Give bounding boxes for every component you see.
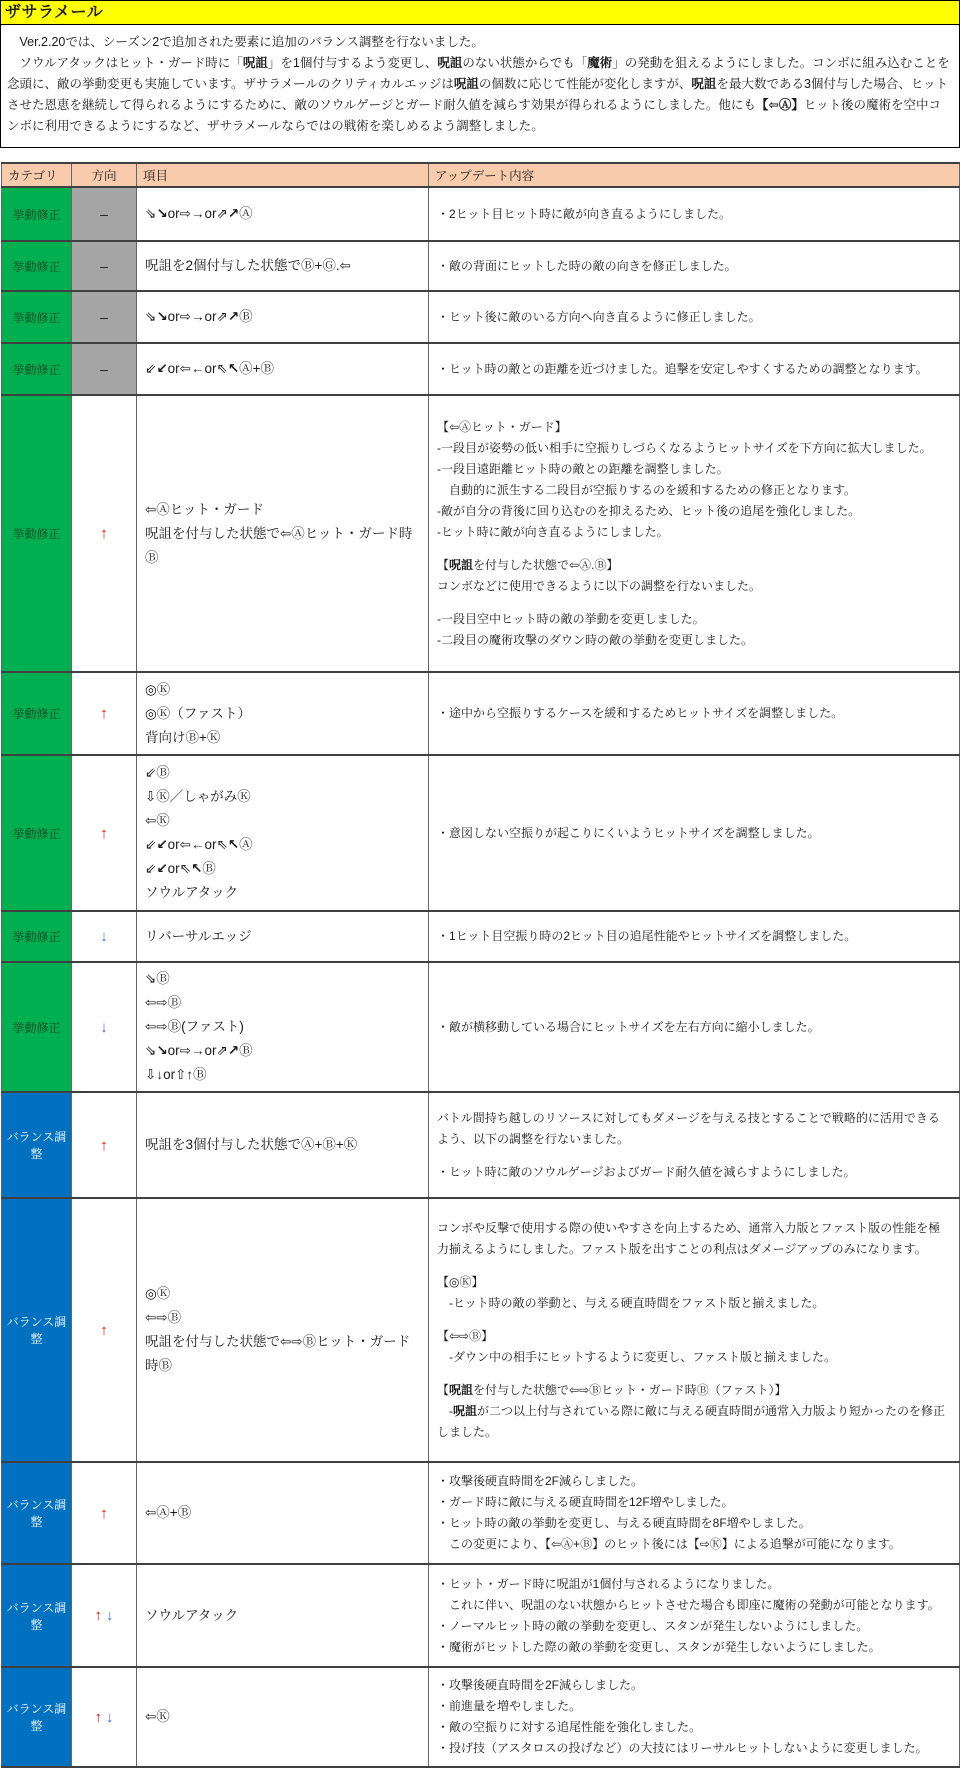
up-arrow-icon: ↑	[100, 1321, 108, 1339]
move-notation-line: ⇩↓or⇧↑Ⓑ	[145, 1067, 207, 1082]
update-content-line: -一段目が姿勢の低い相手に空振りしづらくなるようヒットサイズを下方向に拡大しました。	[437, 440, 932, 455]
update-content-cell	[429, 755, 960, 911]
direction-cell	[72, 343, 137, 395]
update-content-cell	[429, 1092, 960, 1198]
table-row	[2, 672, 960, 755]
update-content-line: 【◎Ⓚ】	[437, 1274, 484, 1289]
move-notation-line: 呪詛を付与した状態で⇦⇨Ⓑヒット・ガード時Ⓑ	[145, 1334, 411, 1373]
down-arrow-icon: ↓	[100, 928, 108, 945]
col-header-category: カテゴリ	[2, 163, 72, 187]
move-notation-line: ⇙↙or⇖↖Ⓑ	[145, 861, 216, 876]
update-content-line: ・ヒット時の敵との距離を近づけました。追撃を安定しやすくするための調整となります。	[437, 361, 928, 376]
item-cell	[137, 343, 429, 395]
spacer-line	[437, 1314, 951, 1326]
update-content-line: ・ヒット時に敵のソウルゲージおよびガード耐久値を減らすようにしました。	[437, 1164, 856, 1179]
up-arrow-icon: ↑	[94, 1708, 102, 1726]
down-arrow-icon: ↓	[106, 1708, 114, 1726]
move-notation-line: ⇘↘or⇨→or⇗↗Ⓑ	[145, 309, 253, 324]
update-content-line: ・投げ技（アスタロスの投げなど）の大技にはリーサルヒットしないように変更しました。	[437, 1741, 928, 1755]
update-content-line: コンボや反撃で使用する際の使いやすさを向上するため、通常入力版とファスト版の性能を極力揃えるようにしました。ファスト版を出すことの利点はダメージアップのみになります。	[437, 1220, 941, 1256]
move-notation-line: ⇦⇨Ⓑ	[145, 1310, 182, 1325]
update-content-cell	[429, 187, 960, 241]
direction-cell	[72, 1198, 137, 1462]
update-content-line: 【⇦⇨Ⓑ】	[437, 1328, 494, 1343]
move-notation-line: ◎Ⓚ	[145, 681, 171, 697]
move-notation-line: ⇘↘or⇨→or⇗↗Ⓑ	[145, 1043, 253, 1058]
category-cell: 挙動修正	[2, 395, 72, 672]
move-notation-line: ⇙Ⓑ	[145, 765, 170, 780]
direction-cell	[72, 1564, 137, 1667]
table-row	[2, 1564, 960, 1667]
update-content-line: -ヒット時に敵が向き直るようにしました。	[437, 524, 669, 539]
update-content-line: 【呪詛を付与した状態で⇦Ⓐ.Ⓑ】	[437, 557, 619, 572]
table-row	[2, 1462, 960, 1564]
update-content-cell	[429, 672, 960, 755]
spacer-line	[437, 1368, 951, 1380]
col-header-item: 項目	[137, 163, 429, 187]
category-cell: バランス調整	[2, 1092, 72, 1198]
direction-cell	[72, 187, 137, 241]
no-change-dash: –	[100, 206, 108, 222]
update-content-line: ・意図しない空振りが起こりにくいようヒットサイズを調整しました。	[437, 825, 820, 840]
move-notation-line: 呪詛を2個付与した状態でⒷ+Ⓖ.⇦	[145, 258, 351, 273]
update-content-line: ・攻撃後硬直時間を2F減らしました。	[437, 1678, 644, 1692]
item-cell	[137, 241, 429, 291]
update-content-line: コンボなどに使用できるように以下の調整を行ないました。	[437, 578, 762, 593]
item-cell	[137, 911, 429, 962]
category-cell: 挙動修正	[2, 911, 72, 962]
no-change-dash: –	[100, 258, 108, 274]
col-header-update: アップデート内容	[429, 163, 960, 187]
update-content-line: -一段目遠距離ヒット時の敵との距離を調整しました。	[437, 461, 729, 476]
update-content-line: 自動的に派生する二段目が空振りするのを緩和するための修正となります。	[437, 482, 857, 497]
update-content-cell	[429, 1564, 960, 1667]
item-cell	[137, 395, 429, 672]
update-content-cell	[429, 1198, 960, 1462]
category-cell: バランス調整	[2, 1198, 72, 1462]
update-content-line: -一段目空中ヒット時の敵の挙動を変更しました。	[437, 611, 705, 626]
update-content-cell	[429, 395, 960, 672]
intro-paragraph: Ver.2.20では、シーズン2で追加された要素に追加のバランス調整を行ないました。	[7, 35, 484, 49]
down-arrow-icon: ↓	[100, 1018, 108, 1036]
item-cell	[137, 1092, 429, 1198]
move-notation-line: 呪詛を付与した状態で⇦Ⓐヒット・ガード時Ⓑ	[145, 525, 413, 565]
update-content-line: -二段目の魔術攻撃のダウン時の敵の挙動を変更しました。	[437, 632, 753, 647]
move-notation-line: ソウルアタック	[145, 1607, 239, 1623]
move-notation-line: ⇦Ⓐ+Ⓑ	[145, 1505, 192, 1520]
update-content-line: ・ノーマルヒット時の敵の挙動を変更し、スタンが発生しないようにしました。	[437, 1618, 869, 1633]
update-content-line: -呪詛が二つ以上付与されている際に敵に与える硬直時間が通常入力版より短かったのを修正しました。	[437, 1403, 946, 1439]
update-content-line: 【⇦Ⓐヒット・ガード】	[437, 419, 567, 434]
up-arrow-icon: ↑	[100, 1504, 108, 1522]
update-content-cell	[429, 291, 960, 343]
table-row	[2, 1198, 960, 1462]
update-content-line: ・ヒット後に敵のいる方向へ向き直るように修正しました。	[437, 309, 761, 324]
direction-cell	[72, 395, 137, 672]
move-notation-line: ソウルアタック	[145, 885, 239, 900]
move-notation-line: 呪詛を3個付与した状態でⒶ+Ⓑ+Ⓚ	[145, 1137, 358, 1152]
direction-cell	[72, 1462, 137, 1564]
move-notation-line: ◎Ⓚ	[145, 1286, 171, 1301]
update-content-line: この変更により、【⇦Ⓐ+Ⓑ】のヒット後には【⇨Ⓚ】による追撃が可能になります。	[437, 1537, 901, 1551]
update-content-cell	[429, 1462, 960, 1564]
category-cell: 挙動修正	[2, 291, 72, 343]
no-change-dash: –	[100, 361, 108, 377]
update-content-line: 【呪詛を付与した状態で⇦⇨Ⓑヒット・ガード時Ⓑ（ファスト）】	[437, 1382, 787, 1397]
item-cell	[137, 1667, 429, 1767]
item-cell	[137, 291, 429, 343]
move-notation-line: ◎Ⓚ（ファスト）	[145, 705, 252, 721]
move-notation-line: ⇩Ⓚ／しゃがみⓀ	[145, 789, 251, 804]
update-content-line: ・1ヒット目空振り時の2ヒット目の追尾性能やヒットサイズを調整しました。	[437, 929, 857, 943]
update-table	[1, 162, 960, 1768]
update-content-line: ・ガード時に敵に与える硬直時間を12F増やしました。	[437, 1495, 734, 1509]
item-cell	[137, 672, 429, 755]
update-content-cell	[429, 911, 960, 962]
move-notation-line: ⇦⇨Ⓑ	[145, 995, 182, 1010]
table-row	[2, 241, 960, 291]
table-body	[2, 187, 960, 1767]
page-title: ザサラメール	[1, 1, 959, 25]
update-content-line: ・攻撃後硬直時間を2F減らしました。	[437, 1474, 644, 1488]
direction-cell	[72, 1092, 137, 1198]
table-row	[2, 962, 960, 1092]
item-cell	[137, 1198, 429, 1462]
table-row	[2, 395, 960, 672]
move-notation-line: ⇘↘or⇨→or⇗↗Ⓐ	[145, 206, 253, 221]
table-row	[2, 1092, 960, 1198]
no-change-dash: –	[100, 309, 108, 325]
move-notation-line: ⇦Ⓚ	[145, 1709, 170, 1724]
item-cell	[137, 187, 429, 241]
move-notation-line: ⇙↙or⇦←or⇖↖Ⓐ	[145, 837, 253, 852]
category-cell: バランス調整	[2, 1667, 72, 1767]
direction-cell	[72, 672, 137, 755]
direction-cell	[72, 1667, 137, 1767]
update-content-line: ・ヒット・ガード時に呪詛が1個付与されるようになりました。	[437, 1576, 780, 1591]
item-cell	[137, 1462, 429, 1564]
category-cell: 挙動修正	[2, 187, 72, 241]
table-row	[2, 343, 960, 395]
table-row	[2, 291, 960, 343]
move-notation-line: ⇙↙or⇦←or⇖↖Ⓐ+Ⓑ	[145, 361, 274, 376]
item-cell	[137, 755, 429, 911]
update-content-line: ・敵の空振りに対する追尾性能を強化しました。	[437, 1720, 702, 1734]
update-content-line: ・ヒット時の敵の挙動を変更し、与える硬直時間を8F増やしました。	[437, 1516, 811, 1530]
table-row	[2, 911, 960, 962]
spacer-line	[437, 543, 951, 555]
direction-cell	[72, 755, 137, 911]
up-arrow-icon: ↑	[100, 824, 108, 842]
category-cell: 挙動修正	[2, 343, 72, 395]
spacer-line	[437, 1260, 951, 1272]
update-content-line: これに伴い、呪詛のない状態からヒットさせた場合も即座に魔術の発動が可能となります。	[437, 1597, 940, 1612]
move-notation-line: ⇘Ⓑ	[145, 971, 170, 986]
up-arrow-icon: ↑	[100, 705, 108, 722]
intro-paragraph: ソウルアタックはヒット・ガード時に「呪詛」を1個付与するよう変更し、呪詛のない状態からでも「魔術」の発動を狙えるようにしました。コンボに組み込むことを念頭に、敵の挙動変更も実施しています。ザサラメールのクリティカルエッジは呪詛の個数に応じて性能が変化しますが、呪詛を最大数である3個付与した場合、ヒットさせた恩恵を継続して得られるようにするために、敵のソウルゲージとガード耐久値を減らす効果が得られるようにしました。他にも【⇦Ⓐ】ヒット後の魔術を空中コンボに利用できるようにするなど、ザサラメールならではの戦術を楽しめるよう調整しました。	[7, 56, 950, 133]
update-content-line: -ヒット時の敵の挙動と、与える硬直時間をファスト版と揃えました。	[437, 1295, 825, 1310]
update-content-line: ・魔術がヒットした際の敵の挙動を変更し、スタンが発生しないようにしました。	[437, 1639, 881, 1654]
col-header-direction: 方向	[72, 163, 137, 187]
table-row	[2, 187, 960, 241]
move-notation-line: ⇦⇨Ⓑ(ファスト)	[145, 1019, 244, 1034]
update-content-line: ・前進量を増やしました。	[437, 1699, 582, 1713]
move-notation-line: 背向けⒷ+Ⓚ	[145, 729, 221, 745]
down-arrow-icon: ↓	[106, 1607, 114, 1624]
character-header-box	[0, 0, 960, 148]
spacer-line	[437, 597, 951, 609]
update-content-line: ・敵が横移動している場合にヒットサイズを左右方向に縮小しました。	[437, 1019, 820, 1034]
table-row	[2, 755, 960, 911]
move-notation-line: ⇦Ⓐヒット・ガード	[145, 501, 264, 517]
up-arrow-icon: ↑	[100, 525, 108, 542]
update-content-line: ・敵の背面にヒットした時の敵の向きを修正しました。	[437, 258, 737, 273]
update-content-line: ・2ヒット目ヒット時に敵が向き直るようにしました。	[437, 206, 731, 221]
move-notation-line: リバーサルエッジ	[145, 928, 252, 944]
move-notation-line: ⇦Ⓚ	[145, 813, 170, 828]
update-content-line: バトル間持ち越しのリソースに対してもダメージを与える技とすることで戦略的に活用できるよう、以下の調整を行ないました。	[437, 1110, 940, 1146]
update-content-cell	[429, 241, 960, 291]
category-cell: 挙動修正	[2, 241, 72, 291]
update-content-cell	[429, 1667, 960, 1767]
item-cell	[137, 1564, 429, 1667]
up-arrow-icon: ↑	[100, 1136, 108, 1154]
direction-cell	[72, 291, 137, 343]
direction-cell	[72, 241, 137, 291]
direction-cell	[72, 911, 137, 962]
update-content-cell	[429, 962, 960, 1092]
update-content-line: -ダウン中の相手にヒットするように変更し、ファスト版と揃えました。	[437, 1349, 837, 1364]
table-row	[2, 1667, 960, 1767]
category-cell: 挙動修正	[2, 672, 72, 755]
category-cell: 挙動修正	[2, 962, 72, 1092]
category-cell: バランス調整	[2, 1564, 72, 1667]
item-cell	[137, 962, 429, 1092]
update-content-line: ・途中から空振りするケースを緩和するためヒットサイズを調整しました。	[437, 706, 844, 720]
intro-text	[1, 25, 959, 147]
update-content-cell	[429, 343, 960, 395]
up-arrow-icon: ↑	[94, 1607, 102, 1624]
category-cell: バランス調整	[2, 1462, 72, 1564]
table-header-row	[2, 163, 960, 187]
category-cell: 挙動修正	[2, 755, 72, 911]
update-content-line: -敵が自分の背後に回り込むのを抑えるため、ヒット後の追尾を強化しました。	[437, 503, 861, 518]
spacer-line	[437, 1150, 951, 1162]
direction-cell	[72, 962, 137, 1092]
